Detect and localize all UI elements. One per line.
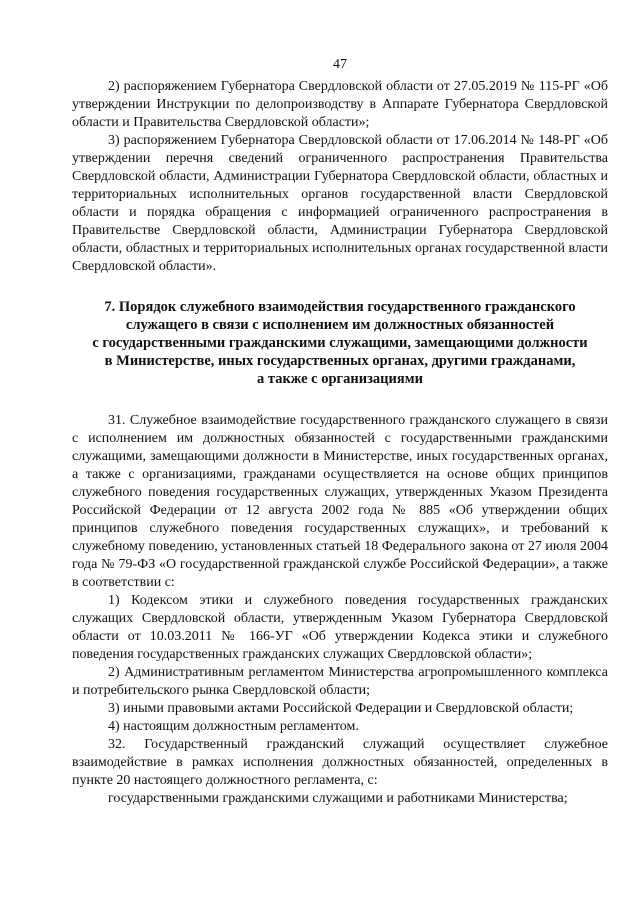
section-heading-line: с государственными гражданскими служащими, замещающими должности	[92, 335, 588, 351]
section-heading-line: 7. Порядок служебного взаимодействия государственного гражданского	[104, 299, 576, 315]
list-item-2: 2) Административным регламентом Министерства агропромышленного комплекса и потребительского рынка Свердловской области;	[72, 665, 608, 698]
section-heading-line: а также с организациями	[257, 371, 423, 387]
document-page	[72, 56, 608, 808]
intro-item-3: 3) распоряжением Губернатора Свердловской области от 17.06.2014 № 148-РГ «Об утверждении перечня сведений ограниченного распространения Правительства Свердловской области, Администрации Губернатора Свердловской области, областных и территориальных исполнительных органов государственной власти Свердловской области и порядка обращения с информацией ограниченного распространения в Правительстве Свердловской области, Администрации Губернатора Свердловской области, областных и территориальных исполнительных органах государственной власти Свердловской области».	[72, 133, 608, 274]
page-number: 47	[333, 57, 347, 72]
section-heading-line: служащего в связи с исполнением им должностных обязанностей	[125, 317, 555, 333]
paragraph-32-item: государственными гражданскими служащими и работниками Министерства;	[108, 791, 568, 806]
paragraph-31: 31. Служебное взаимодействие государственного гражданского служащего в связи с исполнением им должностных обязанностей с государственными гражданскими служащими, замещающими должности в Министерстве, иных государственных органах, а также с организациями, гражданами осуществляется на основе общих принципов служебного поведения государственных служащих, утвержденных Указом Президента Российской Федерации от 12 августа 2002 года № 885 «Об утверждении общих принципов служебного поведения государственных служащих», и требований к служебному поведению, установленных статьей 18 Федерального закона от 27 июля 2004 года № 79-ФЗ «О государственной гражданской службе Российской Федерации», а также в соответствии с:	[72, 413, 608, 590]
paragraph-32: 32. Государственный гражданский служащий осуществляет служебное взаимодействие в рамках исполнения должностных обязанностей, определенных в пункте 20 настоящего должностного регламента, с:	[72, 737, 608, 788]
intro-item-2: 2) распоряжением Губернатора Свердловской области от 27.05.2019 № 115-РГ «Об утверждении Инструкции по делопроизводству в Аппарате Губернатора Свердловской области и Правительства Свердловской области»;	[72, 79, 608, 130]
section-heading-line: в Министерстве, иных государственных органах, другими гражданами,	[104, 353, 576, 369]
list-item-4: 4) настоящим должностным регламентом.	[108, 719, 359, 734]
list-item-1: 1) Кодексом этики и служебного поведения государственных гражданских служащих Свердловской области, утвержденным Указом Губернатора Свердловской области от 10.03.2011 № 166-УГ «Об утверждении Кодекса этики и служебного поведения государственных гражданских служащих Свердловской области»;	[72, 593, 608, 662]
section-heading	[72, 298, 608, 388]
list-item-3: 3) иными правовыми актами Российской Федерации и Свердловской области;	[108, 701, 574, 716]
